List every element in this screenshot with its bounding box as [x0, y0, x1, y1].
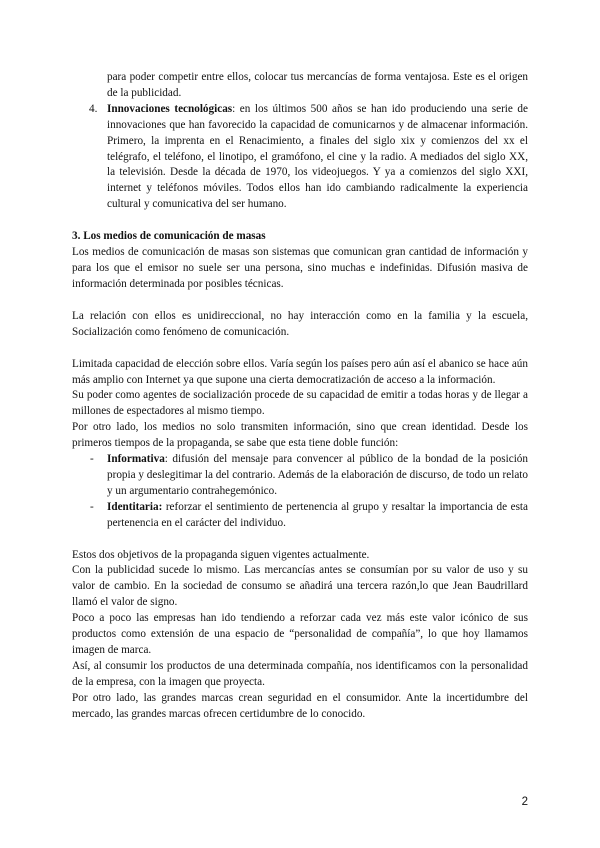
list-item-title: Innovaciones tecnológicas — [107, 102, 233, 115]
list-item-term: Informativa — [107, 453, 165, 466]
page-content — [72, 70, 528, 723]
continuation-paragraph: para poder competir entre ellos, colocar tus mercancías de forma ventajosa. Este es el origen de la publicidad. — [107, 71, 528, 99]
paragraph-seguridad: Por otro lado, las grandes marcas crean seguridad en el consumidor. Ante la incertidumbre del mercado, las grandes marcas ofrecen certidumbre de lo conocido. — [72, 691, 528, 720]
paragraph-unidireccional: La relación con ellos es unidireccional, no hay interacción como en la familia y la escuela, Socialización como fenómeno de comunicación. — [72, 309, 528, 338]
paragraph-poder: Su poder como agentes de socialización procede de su capacidad de emitir a todas horas y de llegar a millones de espectadores al mismo tiempo. — [72, 389, 528, 418]
list-item-innovaciones — [72, 102, 528, 213]
paragraph-consumo: Así, al consumir los productos de una determinada compañía, nos identificamos con la personalidad de la empresa, con la imagen que proyecta. — [72, 659, 528, 688]
paragraph-definition: Los medios de comunicación de masas son sistemas que comunican gran cantidad de información y para los que el emisor no suele ser una persona, sino muchas e indefinidas. Difusión masiva de información determinada por posibles técnicas. — [72, 246, 528, 290]
paragraph-identidad: Por otro lado, los medios no solo transmiten información, sino que crean identidad. Desde los primeros tiempos de la propaganda, se sabe que esta tiene doble función: — [72, 421, 528, 450]
paragraph-imagen-marca: Poco a poco las empresas han ido tendiendo a reforzar cada vez más este valor icónico de sus productos como extensión de una espacio de “personalidad de compañía”, lo que hoy llamamos imagen de marca. — [72, 612, 528, 656]
paragraph-objetivos: Estos dos objetivos de la propaganda siguen vigentes actualmente. — [72, 548, 370, 561]
list-dash: - — [90, 500, 94, 513]
list-item-text: : en los últimos 500 años se han ido produciendo una serie de innovaciones que han favorecido la capacidad de comunicarnos y de almacenar información. Primero, la imprenta en el Renacimiento, a finales del siglo xix y comienzos del xx el telégrafo, el teléfono, el linotipo, el gramófono, el cine y la radio. A mediados del siglo XX, la televisión. Desde la década de 1970, los videojuegos. Y ya a comienzos del siglo XXI, internet y teléfonos móviles. Todos ellos han ido cambiando radicalmente la experiencia cultural y comunicativa del ser humano. — [107, 102, 528, 211]
list-item-informativa — [72, 452, 528, 500]
list-item-text: reforzar el sentimiento de pertenencia al grupo y resaltar la importancia de esta pertenencia en el carácter del individuo. — [107, 500, 528, 529]
list-dash: - — [90, 453, 94, 466]
list-item-identitaria — [72, 500, 528, 532]
paragraph-publicidad: Con la publicidad sucede lo mismo. Las mercancías antes se consumían por su valor de uso y su valor de cambio. En la sociedad de consumo se añadirá una tercera razón,lo que Jean Baudrillard llamó el valor de signo. — [72, 564, 528, 609]
list-item-term: Identitaria: — [107, 500, 163, 513]
list-item-text: : difusión del mensaje para convencer al público de la bondad de la posición propia y deslegitimar la del contrario. Además de la elaboración de discurso, de todo un relato y un argumentario contrahegemónico. — [107, 453, 528, 497]
list-number: 4. — [89, 102, 98, 115]
section-heading: 3. Los medios de comunicación de masas — [72, 230, 266, 243]
paragraph-eleccion: Limitada capacidad de elección sobre ellos. Varía según los países pero aún así el abanico se hace aún más amplio con Internet ya que supone una cierta democratización de acceso a la información. — [72, 357, 528, 386]
page-number: 2 — [521, 796, 528, 808]
